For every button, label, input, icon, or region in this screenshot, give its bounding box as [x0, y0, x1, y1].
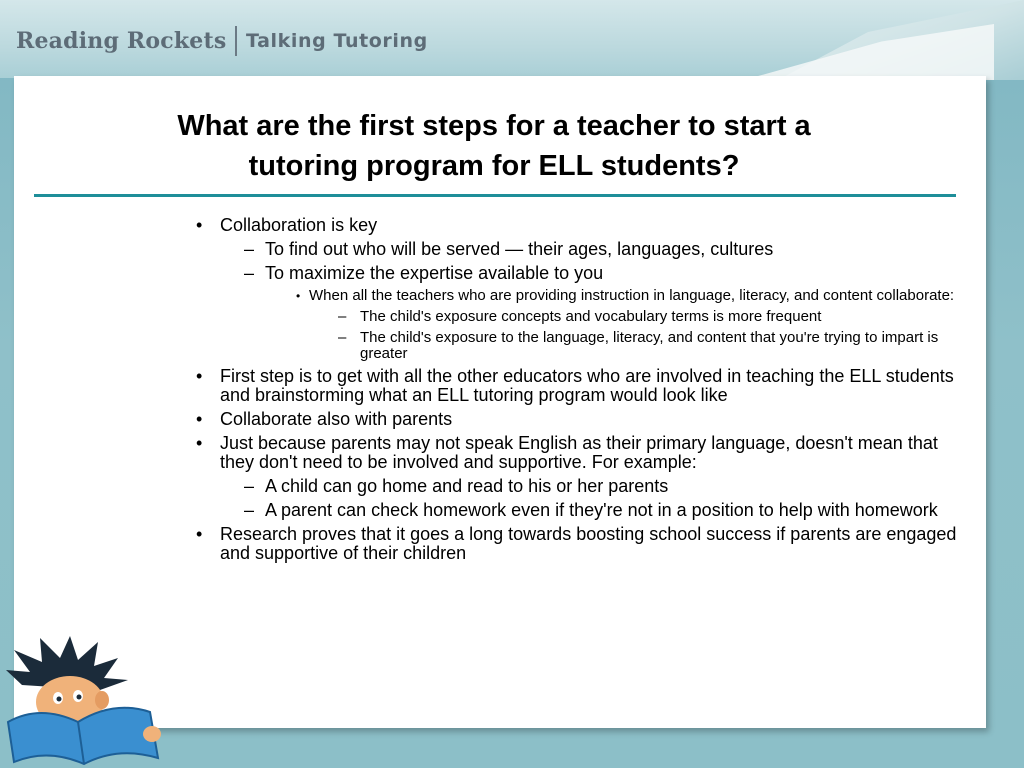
slide-title-line-1: What are the first steps for a teacher to start a	[177, 110, 811, 142]
list-item	[180, 525, 960, 563]
bullet-marker: –	[244, 239, 255, 259]
bullet-marker: –	[244, 500, 255, 520]
bullet-marker: –	[244, 263, 255, 283]
brand-name: Reading Rockets	[16, 28, 227, 54]
slide-title-line-2: tutoring program for ELL students?	[248, 150, 740, 182]
list-item	[180, 288, 960, 304]
brand-subtitle: Talking Tutoring	[245, 30, 428, 52]
list-item	[180, 501, 960, 520]
list-item	[180, 240, 960, 259]
bullet-marker: •	[196, 409, 203, 429]
slide-title	[74, 106, 914, 186]
bullet-list	[180, 216, 960, 568]
list-item-text: A parent can check homework even if they're not in a position to help with homework	[265, 500, 938, 520]
list-item-text: When all the teachers who are providing instruction in language, literacy, and content collaborate:	[309, 287, 955, 304]
list-item	[180, 477, 960, 496]
brand-logo	[16, 26, 428, 56]
list-item	[180, 264, 960, 283]
title-divider	[34, 194, 956, 197]
bullet-marker: –	[338, 329, 347, 346]
list-item-text: The child's exposure concepts and vocabulary terms is more frequent	[360, 308, 822, 325]
list-item-text: A child can go home and read to his or her parents	[265, 476, 669, 496]
bullet-marker: •	[196, 524, 203, 544]
bullet-marker: –	[244, 476, 255, 496]
list-item	[180, 367, 960, 405]
list-item-text: Collaboration is key	[220, 215, 378, 235]
list-item-text: Research proves that it goes a long towards boosting school success if parents are engaged and supportive of their children	[220, 524, 957, 563]
list-item	[180, 410, 960, 429]
list-item	[180, 330, 960, 362]
list-item-text: First step is to get with all the other educators who are involved in teaching the ELL students and brainstorming what an ELL tutoring program would look like	[220, 366, 954, 405]
reading-child-icon	[0, 630, 175, 768]
list-item-text: To find out who will be served — their ages, languages, cultures	[265, 239, 774, 259]
header-band	[0, 0, 1024, 78]
list-item	[180, 434, 960, 472]
bullet-marker: •	[196, 366, 203, 386]
bullet-marker: •	[196, 433, 203, 453]
list-item	[180, 216, 960, 235]
list-item-text: To maximize the expertise available to you	[265, 263, 604, 283]
list-item-text: Just because parents may not speak English as their primary language, doesn't mean that they don't need to be involved and supportive. For example:	[220, 433, 938, 472]
bullet-marker: •	[196, 215, 203, 235]
list-item-text: Collaborate also with parents	[220, 409, 453, 429]
brand-separator	[235, 26, 237, 56]
list-item-text: The child's exposure to the language, literacy, and content that you're trying to impart is greater	[360, 329, 939, 362]
list-item	[180, 309, 960, 325]
bullet-marker: –	[338, 308, 347, 325]
bullet-marker: •	[296, 289, 301, 303]
